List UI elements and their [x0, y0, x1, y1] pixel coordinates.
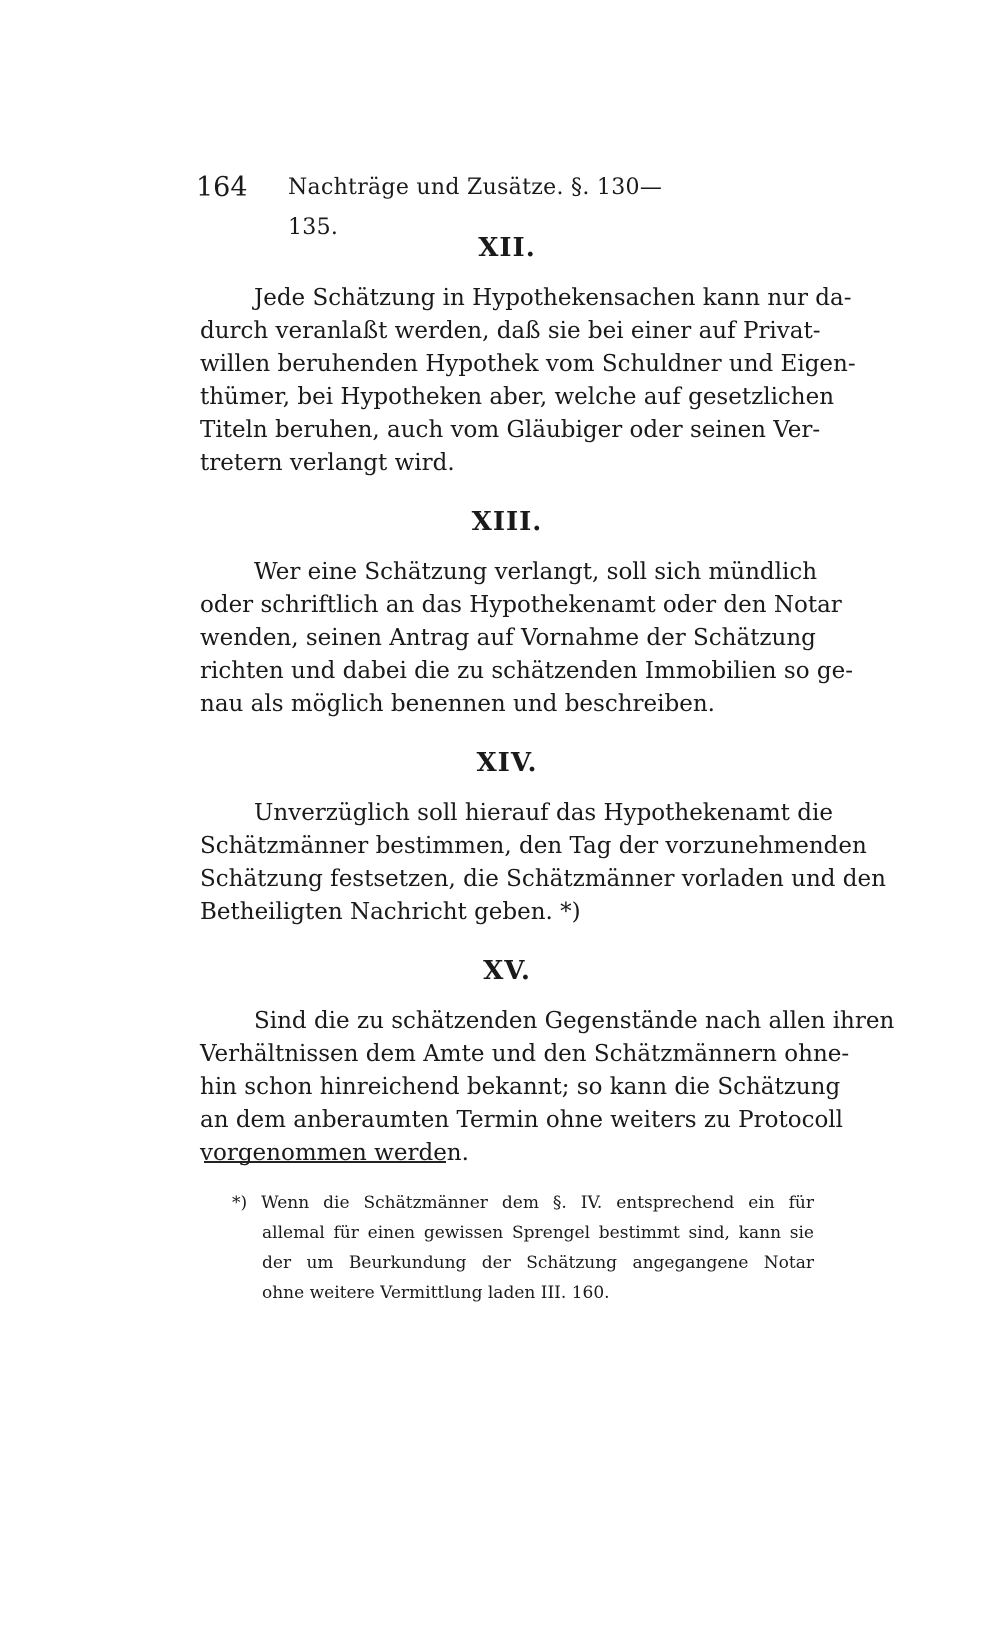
text-line: tretern verlangt wird.	[200, 450, 455, 476]
text-line: Wer eine Schätzung verlangt, soll sich mündlich	[254, 559, 818, 585]
text-line: durch veranlaßt werden, daß sie bei einer auf Privat-	[200, 318, 821, 344]
text-line: richten und dabei die zu schätzenden Immobilien so ge-	[200, 658, 853, 684]
text-line: Titeln beruhen, auch vom Gläubiger oder seinen Ver-	[200, 417, 821, 443]
text-line: thümer, bei Hypotheken aber, welche auf gesetzlichen	[200, 384, 835, 410]
running-head	[196, 168, 666, 240]
paragraph-xiii	[200, 556, 853, 721]
footnote-line: *) Wenn die Schätzmänner dem §. IV. entsprechend ein für	[232, 1193, 814, 1213]
text-line: Betheiligten Nachricht geben. *)	[200, 899, 581, 925]
text-line: Sind die zu schätzenden Gegenstände nach allen ihren	[254, 1008, 895, 1034]
section-heading-xiii: XIII.	[471, 507, 543, 537]
body-text	[200, 228, 895, 1192]
text-line: nau als möglich benennen und beschreiben.	[200, 691, 715, 717]
section-heading-xv: XV.	[483, 956, 531, 986]
footnote-line: der um Beurkundung der Schätzung angegangene Notar	[262, 1253, 814, 1273]
paragraph-xiv	[200, 797, 886, 929]
paragraph-xii	[200, 282, 856, 480]
footnote	[232, 1188, 814, 1308]
paragraph-xv	[200, 1005, 895, 1170]
section-heading-xiv: XIV.	[476, 748, 538, 778]
text-line: willen beruhenden Hypothek vom Schuldner und Eigen-	[200, 351, 856, 377]
text-line: oder schriftlich an das Hypothekenamt oder den Notar	[200, 592, 842, 618]
footnote-rule	[204, 1161, 446, 1163]
text-line: Schätzmänner bestimmen, den Tag der vorzunehmenden	[200, 833, 867, 859]
text-line: Verhältnissen dem Amte und den Schätzmännern ohne-	[200, 1041, 850, 1067]
footnote-line: ohne weitere Vermittlung laden III. 160.	[262, 1283, 610, 1303]
text-line: hin schon hinreichend bekannt; so kann die Schätzung	[200, 1074, 841, 1100]
page-number: 164	[196, 172, 248, 203]
text-line: an dem anberaumten Termin ohne weiters zu Protocoll	[200, 1107, 844, 1133]
text-line: wenden, seinen Antrag auf Vornahme der Schätzung	[200, 625, 816, 651]
running-title: Nachträge und Zusätze. §. 130—135.	[288, 175, 663, 240]
footnote-line: allemal für einen gewissen Sprengel bestimmt sind, kann sie	[262, 1223, 814, 1243]
text-line: Schätzung festsetzen, die Schätzmänner vorladen und den	[200, 866, 886, 892]
text-line: Jede Schätzung in Hypothekensachen kann nur da-	[254, 285, 852, 311]
section-heading-xii: XII.	[478, 233, 536, 263]
text-line: vorgenommen werden.	[200, 1140, 469, 1166]
text-line: Unverzüglich soll hierauf das Hypothekenamt die	[254, 800, 833, 826]
